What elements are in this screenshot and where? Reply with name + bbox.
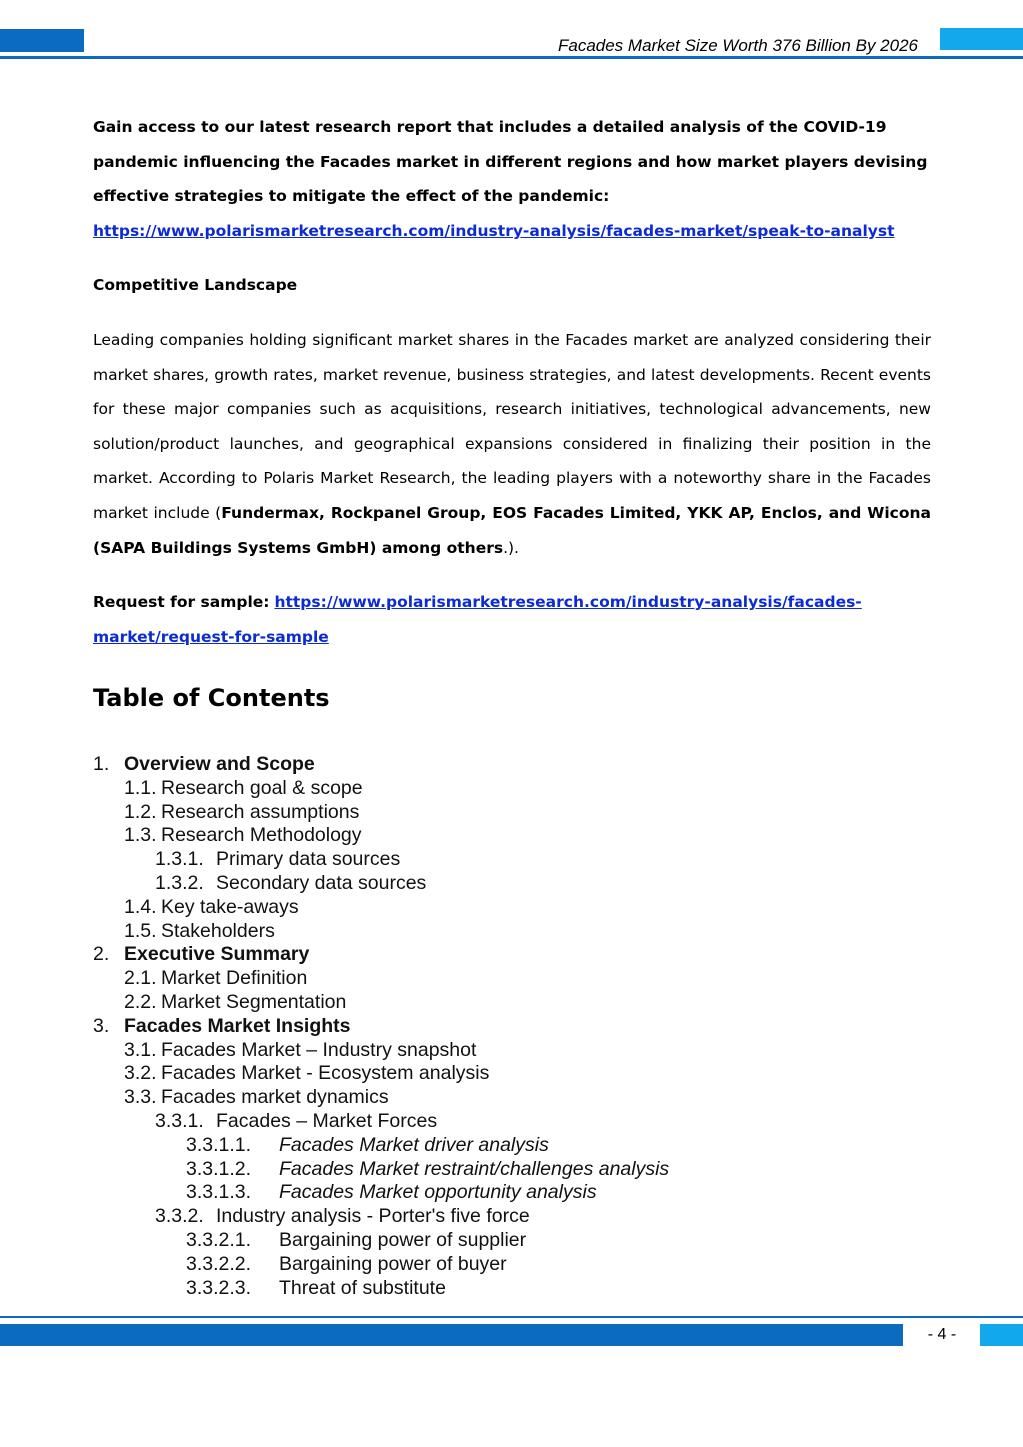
toc-item[interactable] (93, 824, 993, 848)
toc-number: 2.1. (124, 967, 157, 990)
footer-accent-right (980, 1324, 1023, 1346)
header-rule (0, 56, 1023, 59)
toc-number: 3.1. (124, 1038, 157, 1061)
intro-text: Gain access to our latest research report that includes a detailed analysis of the COVID-19 pandemic influencing the Facades market in different regions and how market players devising effective strategies to mitigate the effect of the pandemic: (93, 118, 928, 206)
competitive-text: Leading companies holding significant market shares in the Facades market are analyzed considering their market shares, growth rates, market revenue, business strategies, and latest developments. Recent events for these major companies such as acquisitions, research initiatives, technological advancements, new solution/product launches, and geographical expansions considered in finalizing their position in the market. According to Polaris Market Research, the leading players with a noteworthy share in the Facades market include ( (93, 330, 931, 522)
toc-item[interactable] (93, 801, 993, 825)
toc-item[interactable] (93, 896, 993, 920)
competitive-end: .). (503, 538, 519, 557)
toc-label: Market Segmentation (161, 990, 347, 1013)
toc-label: Executive Summary (124, 943, 310, 966)
toc-label: Primary data sources (216, 848, 401, 871)
toc-number: 1.3.1. (155, 848, 204, 871)
speak-to-analyst-link[interactable]: https://www.polarismarketresearch.com/industry-analysis/facades-market/speak-to-analyst (93, 221, 895, 240)
competitive-heading: Competitive Landscape (93, 276, 298, 295)
toc-label: Key take-aways (161, 895, 299, 918)
toc-item[interactable] (93, 777, 993, 801)
toc-label: Facades market dynamics (161, 1086, 389, 1109)
toc-item[interactable] (93, 1158, 993, 1182)
header-title: Facades Market Size Worth 376 Billion By 2026 (557, 36, 918, 55)
toc-number: 3.3.1.3. (186, 1181, 252, 1204)
toc-number: 1.1. (124, 776, 157, 799)
toc-item[interactable] (93, 991, 993, 1015)
toc-number: 3.2. (124, 1062, 157, 1085)
toc-label: Research assumptions (161, 800, 360, 823)
toc-label: Facades Market Insights (124, 1014, 351, 1037)
toc-number: 1.5. (124, 919, 157, 942)
toc-item[interactable] (93, 1062, 993, 1086)
competitive-companies: Fundermax, Rockpanel Group, EOS Facades Limited, YKK AP, Enclos, and Wicona (SAPA Buildings Systems GmbH) among others (93, 503, 932, 557)
document-body (93, 110, 931, 712)
toc-number: 3.3.1. (155, 1109, 204, 1132)
toc-label: Facades Market - Ecosystem analysis (161, 1062, 490, 1085)
toc-item[interactable] (93, 753, 993, 777)
toc-item[interactable] (93, 872, 993, 896)
toc-item[interactable] (93, 1229, 993, 1253)
toc-number: 3.3.2. (155, 1205, 204, 1228)
toc-number: 3.3. (124, 1086, 157, 1109)
toc-item[interactable] (93, 1181, 993, 1205)
toc-label: Stakeholders (161, 919, 275, 942)
toc-item[interactable] (93, 967, 993, 991)
toc-item[interactable] (93, 1253, 993, 1277)
sample-label: Request for sample: (93, 593, 270, 612)
toc-label: Threat of substitute (279, 1276, 446, 1299)
toc-item[interactable] (93, 943, 993, 967)
toc-number: 3.3.1.2. (186, 1157, 252, 1180)
toc-item[interactable] (93, 1015, 993, 1039)
toc-label: Research Methodology (161, 824, 362, 847)
toc-label: Market Definition (161, 967, 308, 990)
header-accent-left (0, 29, 84, 52)
toc-item[interactable] (93, 920, 993, 944)
header-accent-right (940, 28, 1023, 50)
toc-label: Facades Market restraint/challenges analysis (279, 1157, 670, 1180)
toc-label: Facades Market driver analysis (279, 1133, 549, 1156)
footer-bar (0, 1324, 903, 1346)
toc-item[interactable] (93, 1205, 993, 1229)
toc-item[interactable] (93, 1134, 993, 1158)
toc-label: Facades – Market Forces (216, 1109, 438, 1132)
toc-number: 2. (93, 943, 110, 966)
toc-label: Research goal & scope (161, 776, 363, 799)
toc-number: 3.3.2.2. (186, 1252, 252, 1275)
page-number: - 4 - (927, 1326, 957, 1343)
toc-item[interactable] (93, 1110, 993, 1134)
toc-label: Overview and Scope (124, 753, 315, 775)
toc-item[interactable] (93, 1086, 993, 1110)
toc-number: 1.3.2. (155, 871, 204, 894)
toc-number: 1.4. (124, 895, 157, 918)
toc-label: Bargaining power of buyer (279, 1252, 507, 1275)
toc-label: Secondary data sources (216, 871, 427, 894)
toc-number: 3.3.2.1. (186, 1228, 252, 1251)
toc-label: Facades Market – Industry snapshot (161, 1038, 477, 1061)
toc-label: Industry analysis - Porter's five force (216, 1205, 530, 1228)
competitive-paragraph (93, 323, 931, 565)
toc-item[interactable] (93, 848, 993, 872)
toc-item[interactable] (93, 1277, 993, 1301)
toc-label: Facades Market opportunity analysis (279, 1181, 597, 1204)
toc-number: 2.2. (124, 990, 157, 1013)
sample-paragraph (93, 585, 931, 654)
toc-label: Bargaining power of supplier (279, 1228, 527, 1251)
toc-number: 1.3. (124, 824, 157, 847)
toc-title: Table of Contents (93, 684, 330, 713)
toc-number: 1. (93, 753, 110, 775)
footer-rule (0, 1316, 1023, 1318)
table-of-contents (93, 753, 993, 1300)
toc-item[interactable] (93, 1039, 993, 1063)
toc-number: 3. (93, 1014, 110, 1037)
toc-number: 3.3.2.3. (186, 1276, 252, 1299)
toc-number: 1.2. (124, 800, 157, 823)
request-sample-link[interactable]: https://www.polarismarketresearch.com/industry-analysis/facades-market/request-for-sample (93, 593, 862, 646)
toc-number: 3.3.1.1. (186, 1133, 252, 1156)
intro-paragraph (93, 110, 931, 248)
